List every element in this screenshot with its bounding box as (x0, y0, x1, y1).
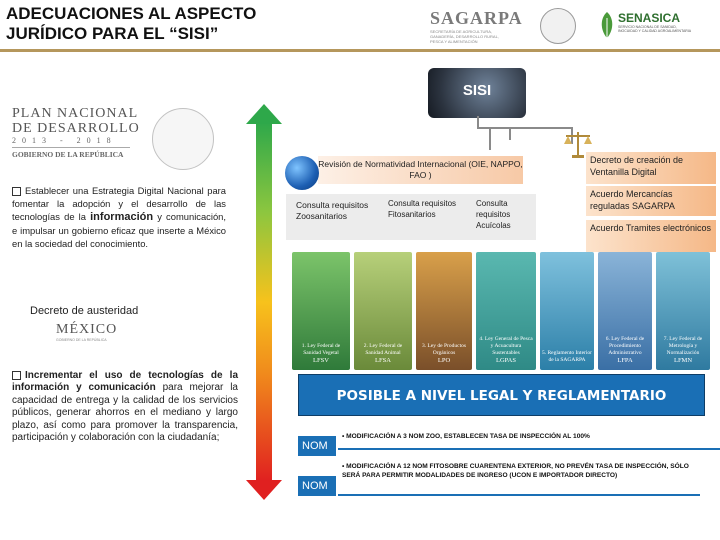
book-lfpa (598, 252, 652, 370)
pnd-divider (12, 147, 130, 148)
laws-books (292, 252, 712, 372)
estrategia-post: y comunicación, e impulsar un gobierno eficaz que inserte a México en la sociedad del conocimiento. (12, 211, 226, 249)
book-label: 7. Ley Federal de Metrología y Normalización LFMN (663, 336, 703, 364)
sisi-image (428, 68, 526, 118)
pnd-line-2: DE DESARROLLO (12, 121, 140, 136)
incremento-bold: Incrementar el uso de tecnologías de la información y comunicación (12, 370, 238, 394)
gradient-arrow-bar (256, 122, 272, 482)
plan-nacional-logo (12, 106, 227, 170)
arrow-down-icon (246, 480, 282, 500)
sagarpa-sub-1: SECRETARÍA DE AGRICULTURA, (430, 29, 493, 34)
checkbox-bullet-icon (12, 371, 21, 380)
title-line-2: JURÍDICO PARA EL “SISI” (6, 24, 219, 43)
book-label: 4. Ley General de Pesca y Acuacultura Sustentables LGPAS (479, 336, 533, 364)
slide-title (6, 4, 306, 44)
right-item-acuerdo-tramites: Acuerdo Tramites electrónicos (586, 220, 716, 252)
incremento-text (12, 370, 238, 444)
checkbox-bullet-icon (12, 187, 21, 196)
estrategia-bold: información (90, 211, 154, 223)
book-label: 5. Reglamento Interior de la SAGARPA (542, 350, 592, 363)
book-lpo (416, 252, 472, 370)
pnd-gobierno: GOBIERNO DE LA REPÚBLICA (12, 150, 124, 159)
header-divider (0, 49, 720, 52)
pnd-years: 2013 - 2018 (12, 136, 117, 145)
nom-text-1: • MODIFICACIÓN A 3 NOM ZOO, ESTABLECEN TASA DE INSPECCIÓN AL 100% (338, 428, 720, 450)
sisi-label: SISI (462, 82, 492, 99)
book-lgpas (476, 252, 536, 370)
incremento-post: para mejorar la capacidad de entrega y la calidad de los servicios públicos, generar ahorros en el mediano y largo plazo, así como para promover la transparencia, participación y colaboración con la ciudadanía; (12, 382, 238, 444)
consulta-fitosanitarios: Consulta requisitos Fitosanitarios (388, 199, 457, 219)
senasica-leaf-icon (598, 10, 616, 40)
pnd-seal-icon (152, 108, 214, 170)
nom-tag-1: NOM (298, 436, 336, 456)
book-lfmn (656, 252, 710, 370)
sagarpa-sub-3: PESCA Y ALIMENTACIÓN (430, 39, 478, 44)
nom-tag-2: NOM (298, 476, 336, 496)
mexico-seal-icon (540, 8, 576, 44)
book-label: 2. Ley Federal de Sanidad Animal LFSA (363, 343, 403, 364)
book-label: 1. Ley Federal de Sanidad Vegetal LFSV (301, 343, 341, 364)
pnd-line-1: PLAN NACIONAL (12, 106, 139, 121)
title-line-1: ADECUACIONES AL ASPECTO (6, 4, 257, 23)
arrow-up-icon (246, 104, 282, 124)
book-label: 3. Ley de Productos Orgánicos LPO (422, 343, 466, 364)
right-item-acuerdo-mercancias: Acuerdo Mercancías reguladas SAGARPA (586, 186, 716, 216)
senasica-logo (618, 11, 718, 45)
estrategia-pre: Establecer una Estrategia Digital Nacional para fomentar la adopción y el desarrollo de las tecnologías de la (12, 185, 226, 222)
senasica-sub-2: INOCUIDAD Y CALIDAD AGROALIMENTARIA (618, 29, 692, 33)
book-lfsv (292, 252, 350, 370)
sagarpa-logo (430, 8, 530, 48)
right-item-decreto: Decreto de creación de Ventanilla Digital (586, 152, 716, 184)
book-lfsa (354, 252, 412, 370)
book-label: 6. Ley Federal de Procedimiento Administrativo LFPA (605, 336, 645, 364)
decreto-austeridad: Decreto de austeridad (30, 305, 139, 317)
book-reglamento (540, 252, 594, 370)
senasica-sub-1: SERVICIO NACIONAL DE SANIDAD, (618, 25, 677, 29)
globe-icon (285, 156, 319, 190)
estrategia-text (12, 184, 226, 250)
consulta-zoosanitarios: Consulta requisitos Zoosanitarios (296, 200, 369, 221)
sagarpa-word: SAGARPA (430, 8, 523, 28)
nom-text-2: • MODIFICACIÓN A 12 NOM FITOSOBRE CUARENTENA EXTERIOR, NO PREVÉN TASA DE INSPECCIÓN, SÓLO SERÁ PARA PERMITIR MODALIDADES DE INGRESO (UCON E IMPORTADOR DIRECTO) (338, 460, 700, 496)
consultas-row (286, 194, 536, 240)
sagarpa-sub-2: GANADERÍA, DESARROLLO RURAL, (430, 34, 499, 39)
posible-banner: POSIBLE A NIVEL LEGAL Y REGLAMENTARIO (298, 374, 705, 416)
consulta-acuicolas: Consulta requisitos Acuícolas (476, 199, 511, 230)
senasica-word: SENASICA (618, 11, 681, 25)
revision-normatividad: Revisión de Normatividad Internacional (OIE, NAPPO, FAO ) (318, 156, 523, 184)
mexico-logo (56, 322, 116, 346)
mexico-word: MÉXICO (56, 322, 118, 337)
mexico-sub: GOBIERNO DE LA REPÚBLICA (56, 338, 107, 342)
